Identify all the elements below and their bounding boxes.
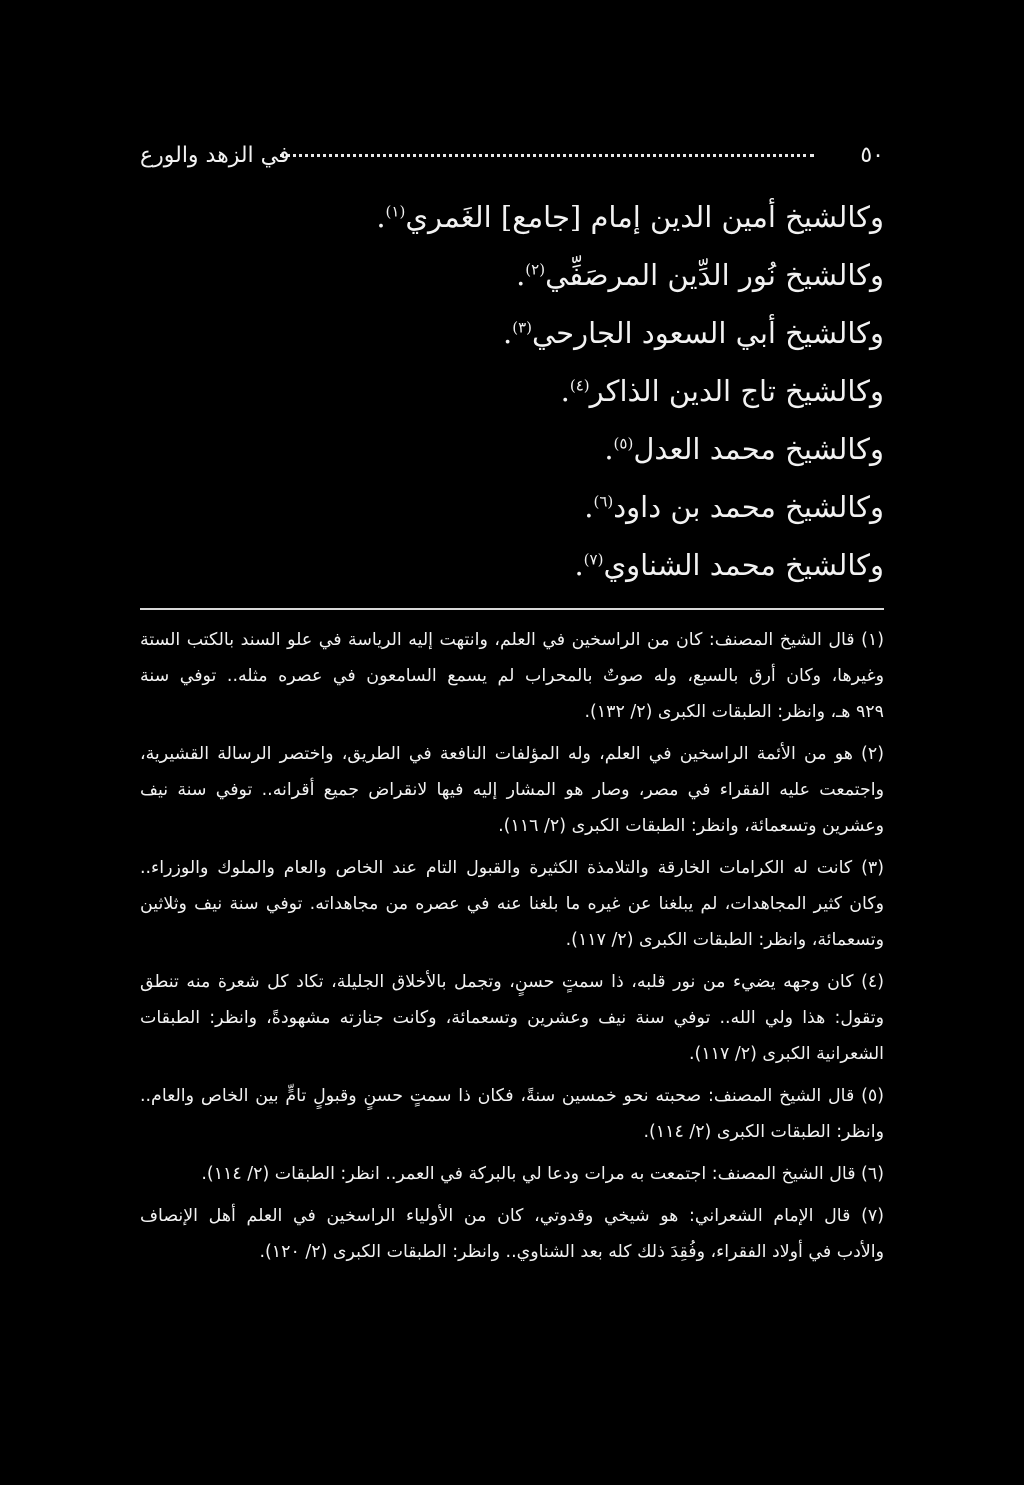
dot-leader: [280, 154, 814, 157]
main-line: وكالشيخ أبي السعود الجارحي$^{(٣)}$.: [503, 316, 884, 350]
footnote-marker: (٧): [583, 550, 604, 569]
page-number: ٥٠: [860, 143, 884, 168]
footnotes-list: [140, 622, 884, 1276]
footnote-marker: (٦): [593, 492, 614, 511]
footnote-6: (٦) قال الشيخ المصنف: اجتمعت به مرات ودعا لي بالبركة في العمر.. انظر: الطبقات (٢/ ١١٤).: [201, 1164, 884, 1184]
main-line: وكالشيخ محمد الشناوي$^{(٧)}$.: [574, 548, 884, 582]
main-line: وكالشيخ تاج الدين الذاكر$^{(٤)}$.: [560, 374, 884, 408]
footnote-marker: (٢): [525, 260, 546, 279]
footnote-marker: (٤): [569, 376, 590, 395]
footnote-marker: (١): [385, 202, 406, 221]
running-title: في الزهد والورع: [140, 143, 290, 168]
main-line: وكالشيخ نُور الدِّين المرصَفِّي$^{(٢)}$.: [516, 258, 884, 292]
book-page: [140, 0, 884, 1485]
footnote-5: (٥) قال الشيخ المصنف: صحبته نحو خمسين سنةً، فكان ذا سمتٍ حسنٍ وقبولٍ تامٍّ بين الخاص والعام.. وانظر: الطبقات الكبرى (٢/ ١١٤).: [140, 1086, 884, 1142]
footnote-marker: (٣): [512, 318, 533, 337]
footnote-marker: (٥): [613, 434, 634, 453]
footnote-4: (٤) كان وجهه يضيء من نور قلبه، ذا سمتٍ حسنٍ، وتجمل بالأخلاق الجليلة، تكاد كل شعرة منه تنطق وتقول: هذا ولي الله.. توفي سنة نيف وعشرين وتسعمائة، وكانت جنازته مشهودةً، وانظر: الطبقات الشعرانية الكبرى (٢/ ١١٧).: [140, 972, 884, 1064]
footnote-3: (٣) كانت له الكرامات الخارقة والتلامذة الكثيرة والقبول التام عند الخاص والعام والملوك والوزراء.. وكان كثير المجاهدات، لم يبلغنا عن غيره ما بلغنا عنه في عصره من مجاهداته. توفي سنة نيف وثلاثين وتسعمائة، وانظر: الطبقات الكبرى (٢/ ١١٧).: [140, 858, 884, 950]
footnote-1: (١) قال الشيخ المصنف: كان من الراسخين في العلم، وانتهت إليه الرياسة في علو السند بالكتب الستة وغيرها، وكان أرق بالسبع، وله صوتٌ بالمحراب لم يسمع السامعون في عصره مثله.. توفي سنة ٩٢٩ هـ، وانظر: الطبقات الكبرى (٢/ ١٣٢).: [140, 630, 884, 722]
footnote-separator: [140, 608, 884, 610]
main-line: وكالشيخ محمد العدل$^{(٥)}$.: [604, 432, 884, 466]
main-line: وكالشيخ محمد بن داود$^{(٦)}$.: [584, 490, 884, 524]
footnote-2: (٢) هو من الأئمة الراسخين في العلم، وله المؤلفات النافعة في الطريق، واختصر الرسالة القشيرية، واجتمعت عليه الفقراء في مصر، وصار هو المشار إليه فيها لانقراض جميع أقرانه.. توفي سنة نيف وعشرين وتسعمائة، وانظر: الطبقات الكبرى (٢/ ١١٦).: [140, 744, 884, 836]
main-line: وكالشيخ أمين الدين إمام [جامع] الغَمري$^{(١)}$.: [376, 200, 884, 234]
running-header: [140, 136, 884, 176]
main-text-list: [140, 188, 884, 594]
footnote-7: (٧) قال الإمام الشعراني: هو شيخي وقدوتي، كان من الأولياء الراسخين في العلم أهل الإنصاف والأدب في أولاد الفقراء، وفُقِدَ ذلك كله بعد الشناوي.. وانظر: الطبقات الكبرى (٢/ ١٢٠).: [140, 1206, 884, 1262]
